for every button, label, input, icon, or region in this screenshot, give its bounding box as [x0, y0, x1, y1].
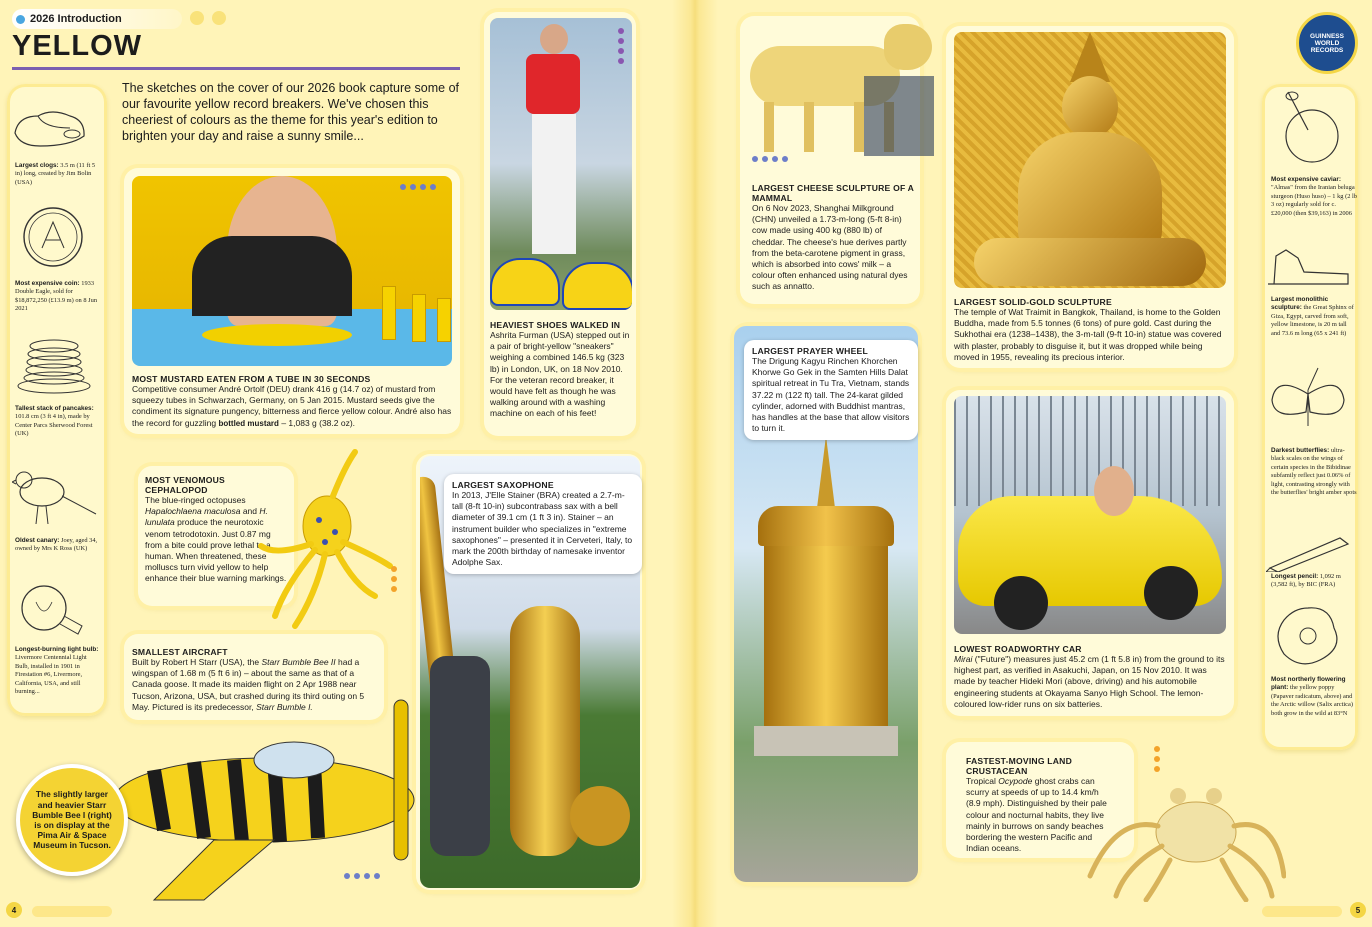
clog-icon: [10, 98, 90, 156]
sidebar-entry-pencil: Longest pencil: 1,092 m (3,582 ft), by BIC (FRA): [1271, 573, 1341, 589]
aircraft-text: Built by Robert H Starr (USA), the: [132, 657, 260, 667]
gold-text: The temple of Wat Traimit in Bangkok, Thailand, is home to the Golden Buddha, made from 5.5 tonnes (6 tons) of pure gold. Cast during the Sukhothai era (1238–1438), the 3-m-tall (9-ft 10-in) statue was covered with plaster, probably to disguise it, but it was dropped while being moved in 1955, revealing its precious interior.: [954, 307, 1222, 362]
octopus-species-2: H. lunulata: [145, 506, 268, 528]
car-caption: [954, 644, 1226, 710]
mustard-caption: [132, 374, 454, 429]
canary-icon: [12, 460, 100, 530]
badge-text: GUINNESS WORLD RECORDS: [1310, 32, 1344, 54]
butterfly-icon: [1266, 364, 1350, 444]
section-label: 2026 Introduction: [30, 13, 122, 25]
aircraft-predecessor: Starr Bumble I.: [256, 701, 313, 712]
page-number-left: 4: [6, 902, 22, 918]
book-gutter: [672, 0, 718, 927]
guinness-badge: [1296, 12, 1358, 74]
footer-pill: [32, 906, 112, 917]
sidebar-entry-poppy: Most northerly flowering plant: the yellow poppy (Papaver radicatum, above) and the Arctic willow (Salix arctica) both grow in the wild at 83°N: [1271, 676, 1353, 717]
gold-title: LARGEST SOLID-GOLD SCULPTURE: [954, 297, 1112, 307]
coin-icon: [22, 206, 84, 268]
page-number-right: 5: [1350, 902, 1366, 918]
sidebar-entry-coin: Most expensive coin: 1933 Double Eagle, sold for $18,872,250 (£13.9 m) on 8 Jun 2021: [15, 280, 98, 313]
shoes-caption: [490, 320, 630, 420]
section-dot-icon: [16, 15, 25, 24]
octopus-title: MOST VENOMOUS CEPHALOPOD: [145, 475, 225, 495]
sidebar-entry-canary: Oldest canary: Joey, aged 34, owned by Mrs K Ross (UK): [15, 537, 98, 553]
decor-dot: [190, 11, 204, 25]
light-bulb-icon: [14, 580, 94, 640]
aircraft-title: SMALLEST AIRCRAFT: [132, 647, 228, 657]
aircraft-illustration: [94, 690, 418, 910]
shoes-title: HEAVIEST SHOES WALKED IN: [490, 320, 621, 330]
gold-photo: [954, 32, 1226, 288]
sidebar-entry-sphinx: Largest monolithic sculpture: the Great Sphinx of Giza, Egypt, carved from soft, yellow limestone, is 20 m tall and 73.6 m long (65 x 241 ft): [1271, 296, 1354, 337]
intro-paragraph: The sketches on the cover of our 2026 book capture some of our favourite yellow record breakers. We've chosen this cheeriest of colours as the theme for this year's edition to brighten your day and raise a sunny smile...: [122, 81, 460, 143]
octopus-illustration: [255, 446, 395, 632]
shoes-photo: [490, 18, 632, 310]
crab-genus: Ocypode: [998, 776, 1033, 786]
mustard-text: Competitive consumer André Ortolf (DEU) drank 416 g (14.7 oz) of mustard from squeezy tubes in Schwarzach, Germany, on 5 Jan 2015. Mustard seeds give the condiment its signature pungency, bitterness and fierce yellow colour.: [132, 384, 436, 417]
octopus-and: and: [242, 506, 258, 517]
prayer-textbox: [744, 340, 918, 440]
crab-text: Tropical: [966, 776, 996, 786]
decor-dots: [391, 566, 397, 592]
aircraft-bubble: The slightly larger and heavier Starr Bumble Bee I (right) is on display at the Pima Air & Space Museum in Tucson.: [16, 764, 128, 876]
sax-text: In 2013, J'Elle Stainer (BRA) created a 2.7-m-tall (8-ft 10-in) subcontrabass sax with a bell diameter of 39.1 cm (1 ft 3 in). Stainer – an instrument builder who specializes in "extreme saxophones" – presented it in Cerveteri, Italy, to mark the 200th birthday of namesake inventor Adolphe Sax.: [452, 490, 633, 568]
title-rule: [12, 67, 460, 70]
pancakes-icon: [14, 334, 94, 396]
crab-title: FASTEST-MOVING LAND CRUSTACEAN: [966, 756, 1072, 776]
prayer-text: The Drigung Kagyu Rinchen Khorchen Khorwe Go Gek in the Samten Hills Dalat spiritual retreat in Tu Tra, Vietnam, stands 37.22 m (122 ft) tall. The 24-karat gilded cylinder, adorned with Buddhist mantras, has handles at the base that allow visitors to turn it.: [752, 356, 910, 434]
mustard-bold: bottled mustard: [218, 418, 279, 428]
shoes-text: Ashrita Furman (USA) stepped out in a pair of bright-yellow "sneakers" weighing a combined 146.5 kg (323 lb) in London, UK, on 18 Nov 2010. For the veteran record breaker, it would have felt as though he was walking around with a washing machine on each of his feet!: [490, 330, 630, 419]
decor-dot: [212, 11, 226, 25]
sidebar-entry-clogs: Largest clogs: 3.5 m (11 ft 5 in) long, created by Jim Bolin (USA): [15, 162, 96, 186]
mustard-text3: – 1,083 g (38.2 oz).: [281, 417, 356, 428]
octopus-text2: produce the neurotoxic venom tetrodotoxin. Just 0.87 mg from a bite could prove lethal to a human. When threatened, these molluscs turn vivid yellow to help enhance their blue warning markings.: [145, 517, 287, 584]
cheese-title: LARGEST CHEESE SCULPTURE OF A MAMMAL: [752, 183, 914, 203]
mustard-photo: [132, 176, 452, 366]
footer-pill: [1262, 906, 1342, 917]
decor-dots: [618, 28, 624, 64]
car-title: LOWEST ROADWORTHY CAR: [954, 644, 1082, 654]
sidebar-entry-pancakes: Tallest stack of pancakes: 101.8 cm (3 ft 4 in), made by Center Parcs Sherwood Forest (UK): [15, 405, 94, 438]
sax-title: LARGEST SAXOPHONE: [452, 480, 554, 490]
gold-caption: [954, 297, 1226, 363]
section-header: [12, 9, 182, 29]
poppy-icon: [1270, 600, 1346, 670]
octopus-text: The blue-ringed octopuses: [145, 495, 246, 505]
mustard-title: MOST MUSTARD EATEN FROM A TUBE IN 30 SECONDS: [132, 374, 371, 384]
sax-textbox: [444, 474, 642, 574]
aircraft-name: Starr Bumble Bee II: [261, 657, 336, 667]
crab-illustration: [1086, 756, 1286, 902]
sidebar-entry-caviar: Most expensive caviar: "Almas" from the Iranian beluga sturgeon (Huso huso) – 1 kg (2 lb 3 oz) regularly sold for c. £20,000 (then $39,163) in 2006: [1271, 176, 1357, 217]
cheese-text: On 6 Nov 2023, Shanghai Milkground (CHN) unveiled a 1.73-m-long (5-ft 8-in) cow made using 400 kg (880 lb) of cheddar. The cheese's hue derives partly from the beta-carotene pigment in grass, which is absorbed into cows' milk – a colour often enhanced using natural dyes such as annatto.: [752, 203, 908, 292]
octopus-species-1: Hapalochlaena maculosa: [145, 506, 241, 517]
car-name: Mirai: [954, 654, 973, 664]
decor-dots: [400, 184, 436, 190]
car-photo: [954, 396, 1226, 634]
sphinx-icon: [1264, 244, 1352, 288]
pencil-icon: [1266, 532, 1354, 572]
page-title: YELLOW: [12, 30, 143, 62]
car-text: ("Future") measures just 45.2 cm (1 ft 5.8 in) from the ground to its highest part, as verified in Asakuchi, Japan, on 15 Nov 2010. It was made by teacher Hideki Mori (above, driving) and his automobile engineering students at Okayama Sanyo High School. The lemon-coloured low-rider runs on six batteries.: [954, 654, 1225, 709]
sidebar-entry-light-bulb: Longest-burning light bulb: Livermore Centennial Light Bulb, installed in 1901 in Firestation #6, Livermore, California, USA, and still burning...: [15, 646, 99, 696]
mustard-text2: André also has the record for guzzling: [132, 406, 452, 428]
caviar-icon: [1278, 90, 1344, 170]
cheese-caption: [752, 183, 916, 293]
crab-text2: ghost crabs can scurry at speeds of up to 14.4 km/h (8.9 mph). Distinguished by their pale colour and nocturnal habits, they live mainly in burrows on sandy beaches bordering the western Pacific and Indian oceans.: [966, 776, 1107, 854]
cheese-photo: [744, 16, 940, 168]
decor-dots: [752, 156, 788, 162]
sidebar-entry-butterflies: Darkest butterflies: ultra-black scales on the wings of certain species in the Bibidinae subfamily reflect just 0.06% of light, contrasting strongly with the butterflies' bright amber spots: [1271, 447, 1357, 497]
prayer-title: LARGEST PRAYER WHEEL: [752, 346, 868, 356]
aircraft-text2: had a wingspan of 1.68 m (5 ft 6 in) – about the same as that of a Canada goose. It made its maiden flight on 2 Apr 1988 near Tucson, Arizona, USA, but crashed during its third outing on 5 May. Pictured is its predecessor,: [132, 657, 365, 712]
